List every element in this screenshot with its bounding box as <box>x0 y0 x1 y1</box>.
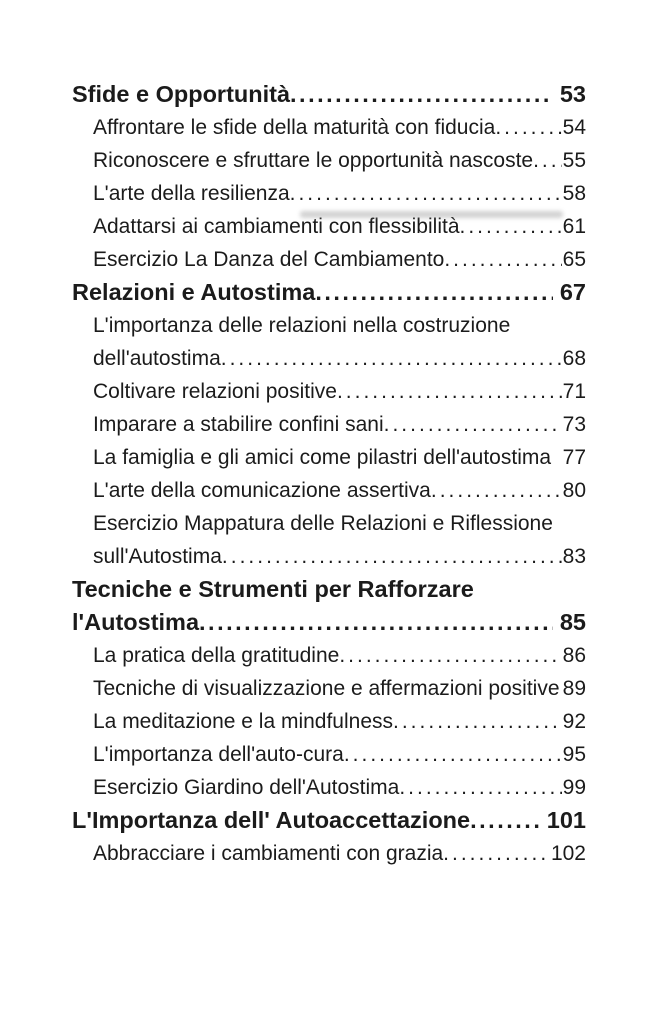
page-number: 54 <box>562 116 586 139</box>
page-number: 92 <box>562 710 586 733</box>
entry-title: Tecniche di visualizzazione e affermazioni positive <box>93 677 560 700</box>
entry-title: Adattarsi ai cambiamenti con flessibilità <box>93 215 460 238</box>
page-number: 86 <box>562 644 586 667</box>
page-number: 99 <box>562 776 586 799</box>
page-number: 58 <box>562 182 586 205</box>
dot-leader <box>470 804 540 837</box>
entry-title: Riconoscere e sfruttare le opportunità nascoste <box>93 149 534 172</box>
page-number: 71 <box>562 380 586 403</box>
entry-title: L'arte della resilienza <box>93 182 290 205</box>
entry-title-line1: L'importanza delle relazioni nella costruzione <box>93 314 511 337</box>
dot-leader <box>199 606 553 639</box>
heading-title-line2: l'Autostima <box>72 609 200 635</box>
page-number: 55 <box>562 149 586 172</box>
toc-entry <box>72 375 586 408</box>
entry-title: Imparare a stabilire confini sani <box>93 413 384 436</box>
page-number: 95 <box>562 743 586 766</box>
heading-title: Sfide e Opportunità <box>72 81 291 107</box>
toc-entry <box>72 111 586 144</box>
entry-title-line2: sull'Autostima <box>93 545 222 568</box>
dot-leader <box>290 78 553 111</box>
page-number: 77 <box>562 446 586 469</box>
toc-entry <box>72 672 586 705</box>
toc-entry <box>72 705 586 738</box>
dot-leader <box>339 639 561 672</box>
heading-title: Relazioni e Autostima <box>72 279 316 305</box>
toc-entry <box>72 408 586 441</box>
dot-leader <box>384 408 562 441</box>
toc-heading <box>72 804 586 837</box>
dot-leader <box>444 243 561 276</box>
toc-entry <box>72 441 586 474</box>
page-number: 101 <box>546 807 586 833</box>
dot-leader <box>533 144 562 177</box>
toc-heading <box>72 276 586 309</box>
entry-title: La pratica della gratitudine <box>93 644 340 667</box>
page-number: 83 <box>562 545 586 568</box>
entry-title: L'importanza dell'auto-cura <box>93 743 344 766</box>
toc-entry <box>72 144 586 177</box>
toc-heading <box>72 78 586 111</box>
toc-entry <box>72 738 586 771</box>
page-number: 89 <box>562 677 586 700</box>
page-number: 65 <box>562 248 586 271</box>
toc-entry <box>72 243 586 276</box>
entry-title-line1: Esercizio Mappatura delle Relazioni e Riflessione <box>93 512 553 535</box>
toc-entry <box>72 837 586 870</box>
entry-title: Affrontare le sfide della maturità con fiducia <box>93 116 496 139</box>
table-of-contents <box>72 78 586 870</box>
page-number: 73 <box>562 413 586 436</box>
dot-leader <box>315 276 553 309</box>
toc-entry <box>72 474 586 507</box>
toc-entry <box>72 639 586 672</box>
page-number: 61 <box>562 215 586 238</box>
dot-leader <box>399 771 561 804</box>
entry-title: Abbracciare i cambiamenti con grazia <box>93 842 444 865</box>
dot-leader <box>222 540 562 573</box>
dot-leader <box>221 342 562 375</box>
dot-leader <box>393 705 562 738</box>
page-number: 67 <box>559 279 586 305</box>
page-number: 85 <box>559 609 586 635</box>
heading-title: L'Importanza dell' Autoaccettazione <box>72 807 471 833</box>
entry-title: Coltivare relazioni positive <box>93 380 337 403</box>
entry-title: La meditazione e la mindfulness <box>93 710 394 733</box>
entry-title: La famiglia e gli amici come pilastri dell'autostima <box>93 446 552 469</box>
toc-entry <box>72 771 586 804</box>
dot-leader <box>290 177 562 210</box>
toc-heading-two-line <box>72 573 586 639</box>
page-number: 102 <box>550 842 586 865</box>
page-number: 68 <box>562 347 586 370</box>
page-number: 53 <box>559 81 586 107</box>
dot-leader <box>443 837 550 870</box>
toc-entry <box>72 177 586 210</box>
heading-title-line1: Tecniche e Strumenti per Rafforzare <box>72 576 474 602</box>
dot-leader <box>337 375 562 408</box>
toc-entry-two-line <box>72 507 586 573</box>
page-number: 80 <box>562 479 586 502</box>
dot-leader <box>344 738 562 771</box>
entry-title: L'arte della comunicazione assertiva <box>93 479 431 502</box>
entry-title-line2: dell'autostima <box>93 347 221 370</box>
entry-title: Esercizio Giardino dell'Autostima <box>93 776 400 799</box>
toc-entry-two-line <box>72 309 586 375</box>
scan-artifact-smudge <box>300 211 563 218</box>
entry-title: Esercizio La Danza del Cambiamento <box>93 248 445 271</box>
dot-leader <box>495 111 561 144</box>
dot-leader <box>431 474 562 507</box>
